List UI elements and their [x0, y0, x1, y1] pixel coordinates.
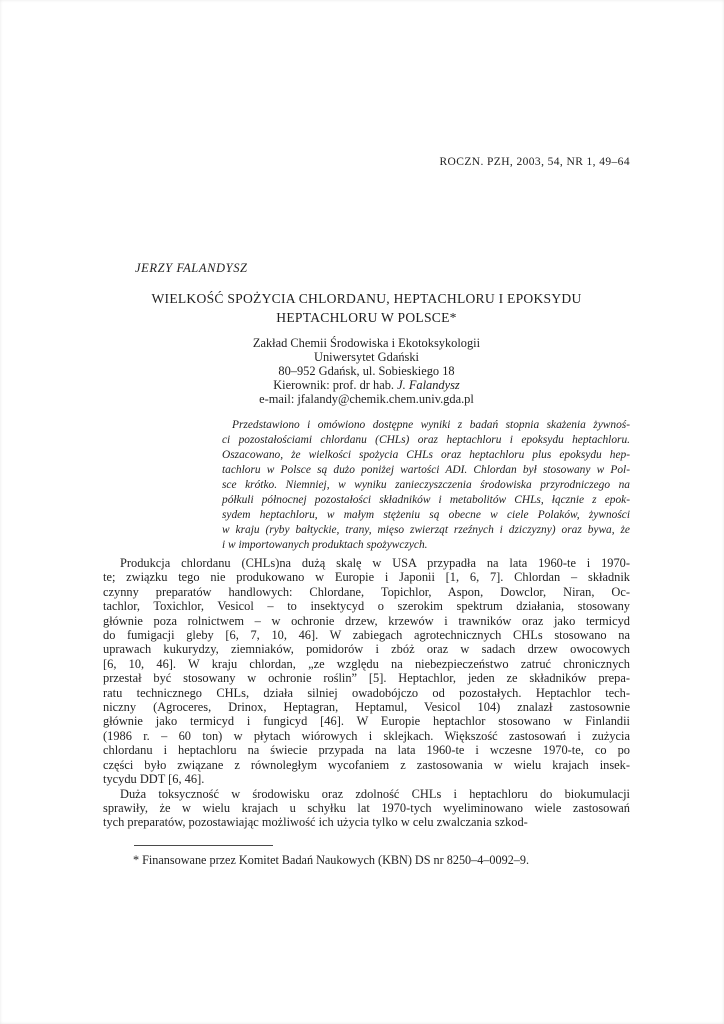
text-line: półkuli północnej pozostałości składników i metabolitów CHLs, łącznie z epok-	[222, 494, 630, 506]
text-line: niczny (Agroceres, Drinox, Heptagran, Heptamul, Vesicol 104) znalazł zastosownie	[103, 700, 630, 715]
text-line: w kraju (ryby bałtyckie, trany, mięso zwierząt rzeźnych i dziczyzny) oraz bywa, że	[222, 524, 630, 536]
text-line: chlordanu i heptachloru na świecie przypada na lata 1960-te i wczesne 1970-te, co po	[103, 743, 630, 758]
author-name: JERZY FALANDYSZ	[135, 261, 248, 275]
text-line: uprawach kukurydzy, ziemniaków, pomidorów i zbóż oraz w sadach drzew owocowych	[103, 642, 630, 657]
text-line: [6, 10, 46]. W kraju chlordan, „ze względu na niebezpieczeństwo zatruć chronicznych	[103, 656, 630, 671]
footnote-text: * Finansowane przez Komitet Badań Naukowych (KBN) DS nr 8250–4–0092–9.	[133, 853, 530, 867]
text-line: tachlor, Toxichlor, Vesicol – to insektycyd o szerokim spektrum działania, stosowany	[103, 599, 630, 614]
affiliation-block	[103, 336, 630, 406]
body-text	[103, 556, 630, 830]
text-line: Oszacowano, że wielkości spożycia CHLs oraz heptachloru plus epoksydu hep-	[222, 449, 630, 461]
affiliation-department: Zakład Chemii Środowiska i Ekotoksykologii	[252, 336, 481, 350]
text-line: tych preparatów, pozostawiając możliwość ich użycia tylko w celu zwalczania szkod-	[103, 815, 528, 830]
paper-title-line-1: WIELKOŚĆ SPOŻYCIA CHLORDANU, HEPTACHLORU I EPOKSYDU	[151, 291, 582, 306]
text-line: Produkcja chlordanu (CHLs)na dużą skalę w USA przypadła na lata 1960-te i 1970-	[120, 556, 630, 570]
affiliation-head-label: Kierownik: prof. dr hab.	[273, 378, 398, 393]
affiliation-head	[103, 378, 630, 392]
text-line: sce krótko. Niemniej, w wyniku zanieczyszczenia środowiska przyrodniczego na	[222, 479, 630, 491]
body-paragraph-2	[103, 787, 630, 830]
text-line: Przedstawiono i omówiono dostępne wyniki z badań stopnia skażenia żywnoś-	[232, 419, 630, 431]
footnote-rule	[134, 845, 273, 846]
text-line: głównie jako termicyd i fungicyd [46]. W Europie heptachlor stosowano w Finlandii	[103, 714, 630, 729]
affiliation-university: Uniwersytet Gdański	[314, 350, 419, 365]
text-line: ratu technicznego CHLs, działa silniej owadobójczo od pozostałych. Heptachlor tech-	[103, 685, 630, 700]
text-line: czynny preparatów handlowych: Chlordane, Topichlor, Aspon, Dowclor, Niran, Oc-	[103, 584, 630, 599]
paper-title-line-2: HEPTACHLORU W POLSCE*	[276, 310, 457, 325]
text-line: Duża toksyczność w środowisku oraz zdolność CHLs i heptachloru do biokumulacji	[120, 786, 630, 801]
affiliation-email: e-mail: jfalandy@chemik.chem.univ.gda.pl	[259, 392, 474, 407]
text-line: ci pozostałościami chlordanu (CHLs) oraz heptachloru i epoksydu heptachloru.	[222, 434, 630, 446]
text-line: tycydu DDT [6, 46].	[103, 772, 205, 787]
text-line: sydem heptachloru, w małym stężeniu są obecne w ciele Polaków, żywności	[222, 509, 630, 521]
text-line: do fumigacji gleby [6, 7, 10, 46]. W zabiegach agrotechnicznych CHLs stosowano na	[103, 628, 630, 643]
text-line: tachloru w Polsce są dużo poniżej wartości ADI. Chlordan był stosowany w Pol-	[222, 464, 630, 476]
affiliation-address: 80–952 Gdańsk, ul. Sobieskiego 18	[278, 364, 455, 379]
abstract-text	[222, 418, 630, 553]
body-paragraph-1	[103, 556, 630, 787]
journal-reference: ROCZN. PZH, 2003, 54, NR 1, 49–64	[439, 156, 630, 168]
text-line: głównie poza rolnictwem – w ochronie drzew, krzewów i trawników oraz jako termicyd	[103, 613, 630, 628]
text-line: i w importowanych produktach spożywczych.	[222, 539, 428, 551]
text-line: części było związane z równoległym wycofaniem z zastosowania w wielu krajach insek-	[103, 757, 630, 772]
text-line: te; związku tego nie produkowano w Europie i Japonii [1, 6, 7]. Chlordan – składnik	[103, 570, 630, 585]
text-line: przestał być stosowany w ochronie roślin” [5]. Heptachlor, jeden ze składników prepa-	[103, 671, 630, 686]
text-line: sprawiły, że w wielu krajach u schyłku lat 1970-tych wyeliminowano wiele zastosowań	[103, 800, 630, 815]
paper-title	[103, 289, 630, 327]
affiliation-head-name: J. Falandysz	[397, 378, 460, 393]
text-line: (1986 r. – 60 ton) w płytach wiórowych i sklejkach. Większość zastosowań i zużycia	[103, 728, 630, 743]
